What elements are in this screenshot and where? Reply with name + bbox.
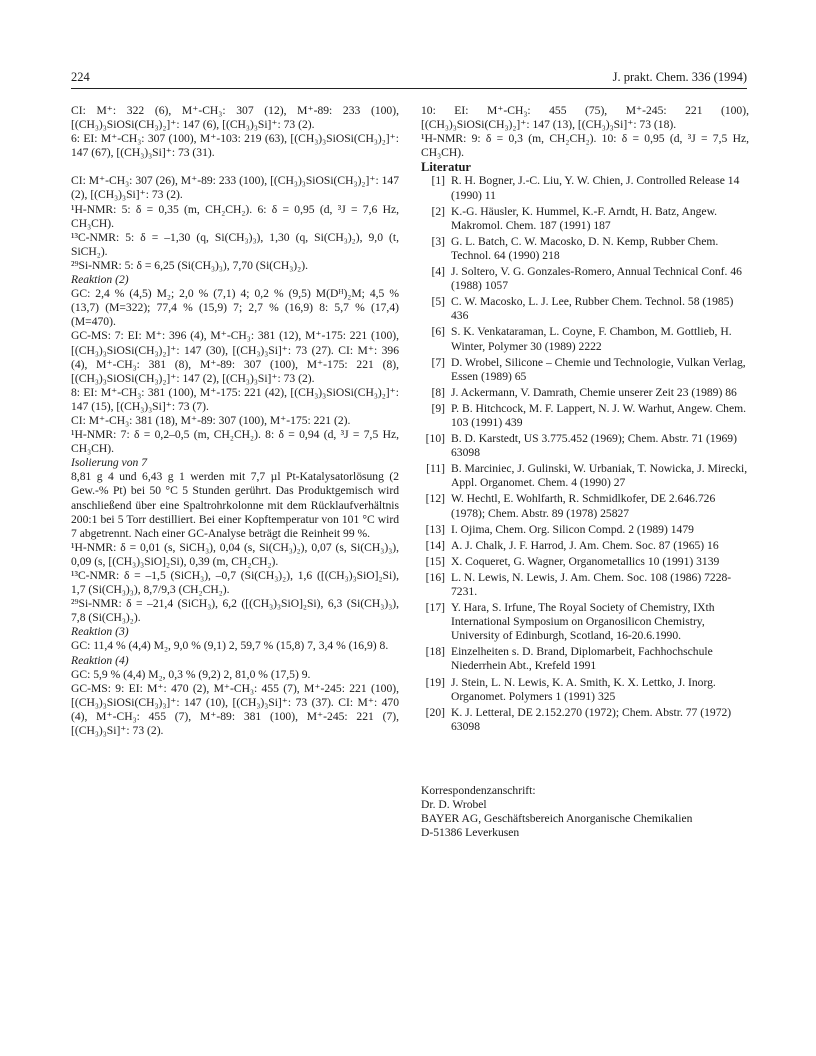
reference-number: [2]: [431, 204, 445, 218]
reference-text: P. B. Hitchcock, M. F. Lappert, N. J. W. Warhut, Angew. Chem. 103 (1991) 439: [451, 401, 747, 429]
reference-text: J. Stein, L. N. Lewis, K. A. Smith, K. X. Lettko, J. Inorg. Organomet. Polymers 1 (1991) 325: [451, 675, 716, 703]
reference-item: [421, 325, 749, 353]
paragraph: CI: M⁺-CH₃: 307 (26), M⁺-89: 233 (100), [(CH₃)₃SiOSi(CH₃)₂]⁺: 147 (2), [(CH₃)₃Si]⁺: 73 (2).: [71, 174, 399, 202]
paragraph: ²⁹Si-NMR: δ = –21,4 (SiCH₃), 6,2 ([(CH₃)₃SiO]₂Si), 6,3 (Si(CH₃)₃), 7,8 (Si(CH₃)₂).: [71, 597, 399, 625]
journal-reference: J. prakt. Chem. 336 (1994): [612, 70, 747, 84]
reference-item: [421, 356, 749, 384]
paragraph: 8,81 g 4 und 6,43 g 1 werden mit 7,7 µl Pt-Katalysatorlösung (2 Gew.-% Pt) bei 50 °C 5 Stunden gerührt. Das Produktgemisch wird anschließend über eine Spaltrohrkolonne mit dem Rücklaufverhältnis 200:1 bei 5 Torr destilliert. Bei einer Kopftemperatur von 101 °C wird 7 abgetrennt. Nach einer GC-Analyse beträgt die Reinheit 99 %.: [71, 470, 399, 540]
reference-text: B. D. Karstedt, US 3.775.452 (1969); Chem. Abstr. 71 (1969) 63098: [451, 432, 737, 460]
left-column: [71, 104, 399, 738]
reference-text: G. L. Batch, C. W. Macosko, D. N. Kemp, Rubber Chem. Technol. 64 (1990) 218: [451, 234, 719, 262]
correspondence-line: Dr. D. Wrobel: [421, 798, 487, 812]
correspondence-line: D-51386 Leverkusen: [421, 826, 520, 840]
reference-text: J. Ackermann, V. Damrath, Chemie unserer Zeit 23 (1989) 86: [451, 385, 737, 399]
paragraph: 6: EI: M⁺-CH₃: 307 (100), M⁺-103: 219 (63), [(CH₃)₃SiOSi(CH₃)₂]⁺: 147 (67), [(CH₃)₃Si]⁺: 73 (31).: [71, 132, 399, 160]
reference-item: [421, 676, 749, 704]
reference-item: [421, 601, 749, 643]
reference-number: [19]: [425, 675, 445, 689]
reference-item: [421, 402, 749, 430]
reference-text: I. Ojima, Chem. Org. Silicon Compd. 2 (1989) 1479: [451, 522, 694, 536]
reference-number: [9]: [431, 401, 445, 415]
reference-number: [13]: [425, 522, 445, 536]
reference-text: K.-G. Häusler, K. Hummel, K.-F. Arndt, H. Batz, Angew. Makromol. Chem. 187 (1991) 187: [451, 204, 718, 232]
reference-number: [4]: [431, 265, 445, 279]
reference-text: A. J. Chalk, J. F. Harrod, J. Am. Chem. Soc. 87 (1965) 16: [451, 538, 719, 552]
paragraph: GC: 2,4 % (4,5) M₂; 2,0 % (7,1) 4; 0,2 % (9,5) M(Dᴴ)₂M; 4,5 % (13,7) (M=322); 77,4 % (15,9) 7; 2,7 % (16,9) 8: 5,7 % (17,4) (M=470).: [71, 287, 399, 329]
reference-text: X. Coqueret, G. Wagner, Organometallics 10 (1991) 3139: [451, 554, 720, 568]
reference-text: S. K. Venkataraman, L. Coyne, F. Chambon, M. Gottlieb, H. Winter, Polymer 30 (1989) 2222: [451, 325, 732, 353]
reference-number: [10]: [425, 432, 445, 446]
header-rule: [71, 88, 747, 89]
reference-text: Einzelheiten s. D. Brand, Diplomarbeit, Fachhochschule Niederrhein Abt., Krefeld 1991: [451, 645, 713, 673]
reference-text: K. J. Letteral, DE 2.152.270 (1972); Chem. Abstr. 77 (1972) 63098: [451, 705, 732, 733]
reference-item: [421, 571, 749, 599]
paragraph: ¹H-NMR: 7: δ = 0,2–0,5 (m, CH₂CH₂). 8: δ = 0,94 (d, ³J = 7,5 Hz, CH₃CH).: [71, 428, 399, 456]
reference-number: [5]: [431, 295, 445, 309]
reference-text: D. Wrobel, Silicone – Chemie und Technologie, Vulkan Verlag, Essen (1989) 65: [451, 355, 746, 383]
correspondence-address: [421, 784, 749, 840]
paragraph: ²⁹Si-NMR: 5: δ = 6,25 (Si(CH₃)₃), 7,70 (Si(CH₃)₂).: [71, 258, 308, 272]
reference-text: J. Soltero, V. G. Gonzales-Romero, Annual Technical Conf. 46 (1988) 1057: [451, 265, 742, 293]
reference-number: [7]: [431, 355, 445, 369]
reference-number: [12]: [425, 492, 445, 506]
paragraph: 8: EI: M⁺-CH₃: 381 (100), M⁺-175: 221 (42), [(CH₃)₃SiOSi(CH₃)₂]⁺: 147 (15), [(CH₃)₃Si]⁺: 73 (7).: [71, 385, 399, 413]
paragraph: ¹³C-NMR: δ = –1,5 (SiCH₃), –0,7 (Si(CH₃)₂), 1,6 ([(CH₃)₃SiO]₂Si), 1,7 (Si(CH₃)₃), 8,7/9,3 (CH₂CH₂).: [71, 569, 399, 597]
paragraph: CI: M⁺: 322 (6), M⁺-CH₃: 307 (12), M⁺-89: 233 (100), [(CH₃)₃SiOSi(CH₃)₂]⁺: 147 (6), [(CH₃)₃Si]⁺: 73 (2).: [71, 104, 399, 132]
reference-text: L. N. Lewis, N. Lewis, J. Am. Chem. Soc. 108 (1986) 7228-7231.: [451, 570, 732, 598]
reference-item: [421, 432, 749, 460]
reference-number: [15]: [425, 554, 445, 568]
reference-item: [421, 265, 749, 293]
reference-item: [421, 645, 749, 673]
reference-text: Y. Hara, S. Irfune, The Royal Society of Chemistry, IXth International Symposium on Organosilicon Chemistry, University of Edinburgh, Scotland, 16-20.6.1990.: [451, 601, 715, 643]
reference-item: [421, 706, 749, 734]
reference-number: [6]: [431, 325, 445, 339]
section-heading: Reaktion (2): [71, 273, 129, 287]
reference-item: [421, 539, 749, 553]
section-heading: Reaktion (4): [71, 653, 129, 667]
paragraph: ¹H-NMR: 9: δ = 0,3 (m, CH₂CH₂). 10: δ = 0,95 (d, ³J = 7,5 Hz, CH₃CH).: [421, 132, 749, 160]
reference-number: [11]: [426, 462, 445, 476]
reference-item: [421, 295, 749, 323]
reference-item: [421, 492, 749, 520]
page-number: 224: [71, 70, 90, 84]
paragraph: ¹³C-NMR: 5: δ = –1,30 (q, Si(CH₃)₃), 1,30 (q, Si(CH₃)₂), 9,0 (t, SiCH₂).: [71, 230, 399, 258]
reference-item: [421, 462, 749, 490]
paragraph: GC-MS: 7: EI: M⁺: 396 (4), M⁺-CH₃: 381 (12), M⁺-175: 221 (100), [(CH₃)₃SiOSi(CH₃)₂]⁺: 147 (30), [(CH₃)₃Si]⁺: 73 (27). CI: M⁺: 396 (4), M⁺-CH₃: 381 (8), M⁺-89: 307 (100), M⁺-175: 221 (8), [(CH₃)₃SiOSi(CH₃)₂]⁺: 147 (2), [(CH₃)₃Si]⁺: 73 (2).: [71, 329, 399, 385]
section-heading: Isolierung von 7: [71, 456, 147, 470]
correspondence-line: Korrespondenzanschrift:: [421, 783, 536, 797]
reference-number: [14]: [425, 538, 445, 552]
reference-number: [16]: [425, 570, 445, 584]
paragraph: ¹H-NMR: δ = 0,01 (s, SiCH₃), 0,04 (s, Si(CH₃)₂), 0,07 (s, Si(CH₃)₃), 0,09 (s, [(CH₃)₃SiO]₂Si), 0,39 (m, CH₂CH₂).: [71, 540, 399, 568]
paragraph: ¹H-NMR: 5: δ = 0,35 (m, CH₂CH₂). 6: δ = 0,95 (d, ³J = 7,6 Hz, CH₃CH).: [71, 202, 399, 230]
reference-text: W. Hechtl, E. Wohlfarth, R. Schmidlkofer, DE 2.646.726 (1978); Chem. Abstr. 89 (1978) 25827: [451, 492, 716, 520]
paragraph: 10: EI: M⁺-CH₃: 455 (75), M⁺-245: 221 (100), [(CH₃)₃SiOSi(CH₃)₂]⁺: 147 (13), [(CH₃)₃Si]⁺: 73 (18).: [421, 104, 749, 132]
section-heading: Reaktion (3): [71, 625, 129, 639]
reference-number: [17]: [425, 601, 445, 615]
reference-item: [421, 523, 749, 537]
reference-text: C. W. Macosko, L. J. Lee, Rubber Chem. Technol. 58 (1985) 436: [451, 295, 734, 323]
reference-number: [20]: [425, 705, 445, 719]
reference-list: [421, 174, 749, 733]
reference-item: [421, 174, 749, 202]
literatur-heading: Literatur: [421, 160, 471, 175]
reference-item: [421, 205, 749, 233]
reference-item: [421, 386, 749, 400]
reference-text: R. H. Bogner, J.-C. Liu, Y. W. Chien, J. Controlled Release 14 (1990) 11: [451, 174, 740, 202]
reference-number: [1]: [431, 174, 445, 188]
reference-item: [421, 235, 749, 263]
reference-number: [3]: [431, 234, 445, 248]
paragraph: CI: M⁺-CH₃: 381 (18), M⁺-89: 307 (100), M⁺-175: 221 (2).: [71, 413, 351, 427]
paragraph: GC-MS: 9: EI: M⁺: 470 (2), M⁺-CH₃: 455 (7), M⁺-245: 221 (100), [(CH₃)₃SiOSi(CH₃)₃]⁺: 147 (10), [(CH₃)₃Si]⁺: 73 (37). CI: M⁺: 470 (4), M⁺-CH₃: 455 (7), M⁺-89: 381 (100), M⁺-245: 221 (7), [(CH₃)₃Si]⁺: 73 (2).: [71, 681, 399, 738]
reference-item: [421, 555, 749, 569]
reference-text: B. Marciniec, J. Gulinski, W. Urbaniak, T. Nowicka, J. Mirecki, Appl. Organomet. Chem. 4 (1990) 27: [451, 462, 748, 490]
correspondence-line: BAYER AG, Geschäftsbereich Anorganische Chemikalien: [421, 812, 693, 826]
reference-number: [8]: [431, 385, 445, 399]
right-column: [421, 104, 749, 840]
paragraph: GC: 5,9 % (4,4) M₂, 0,3 % (9,2) 2, 81,0 % (17,5) 9.: [71, 667, 311, 681]
reference-number: [18]: [425, 645, 445, 659]
paragraph: GC: 11,4 % (4,4) M₂, 9,0 % (9,1) 2, 59,7 % (15,8) 7, 3,4 % (16,9) 8.: [71, 639, 389, 653]
